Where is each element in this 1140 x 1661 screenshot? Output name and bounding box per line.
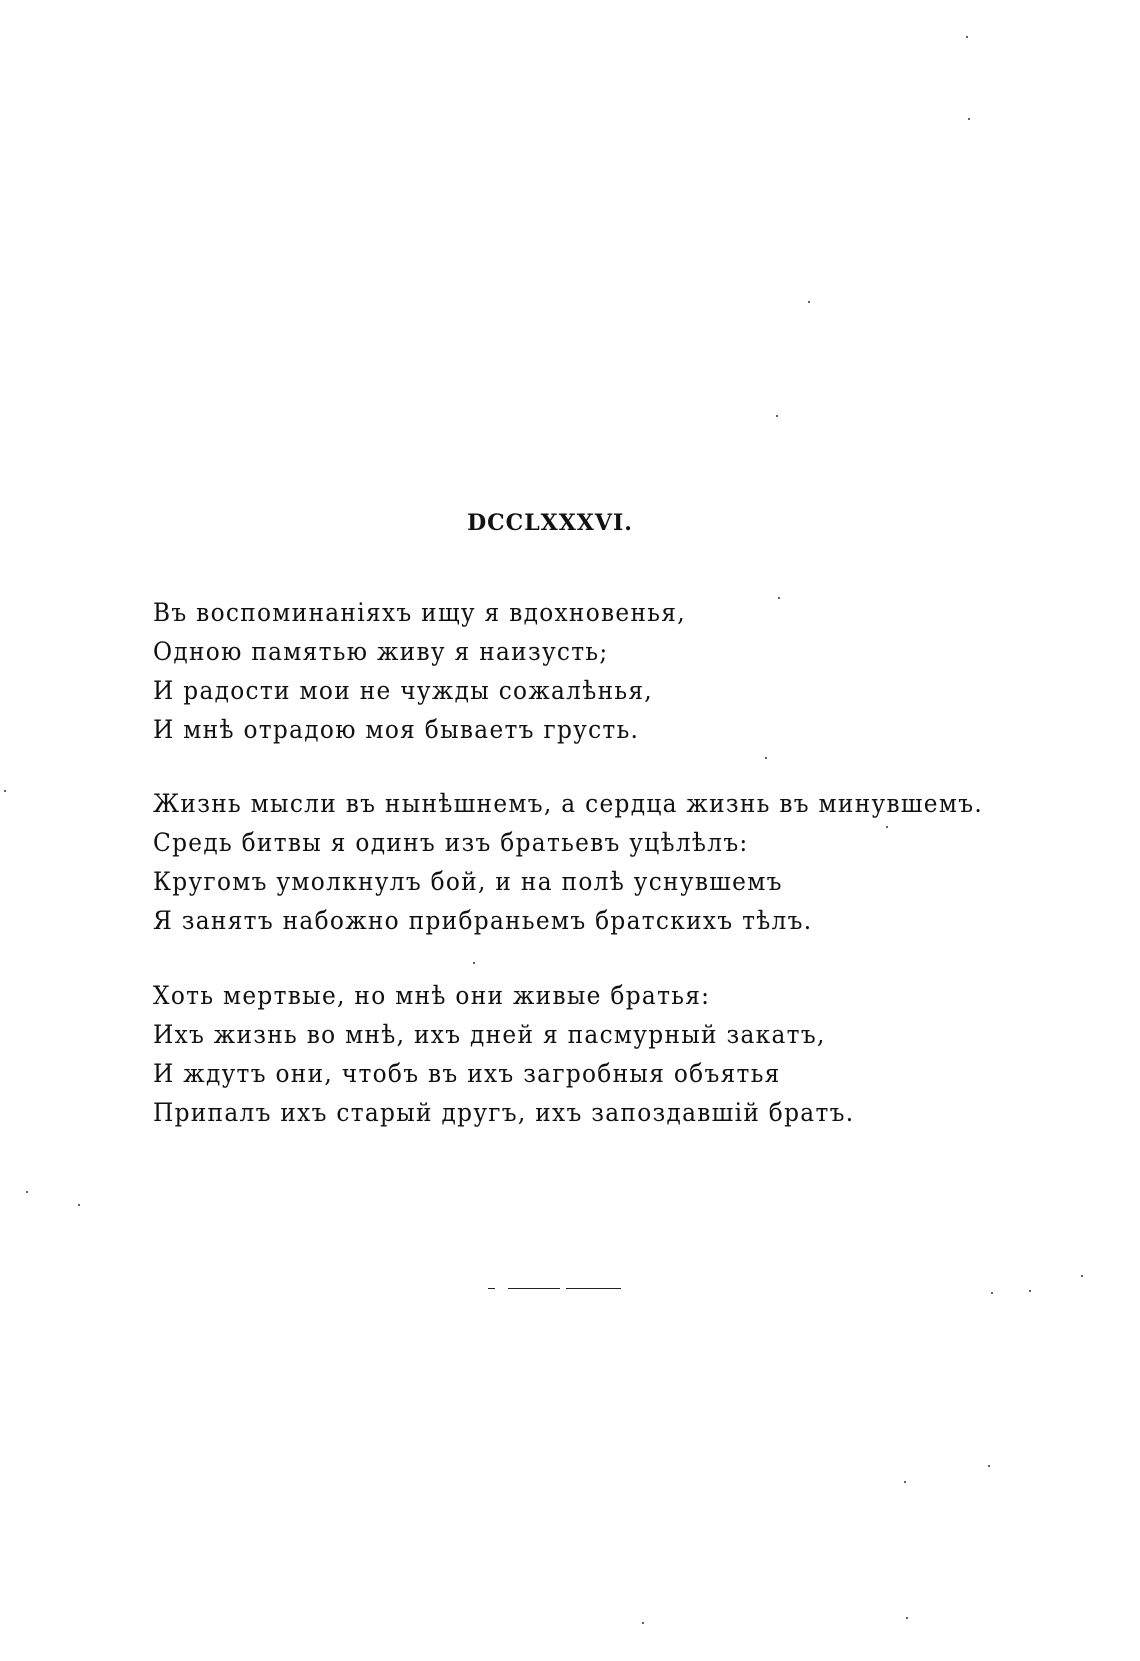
verse-line: Кругомъ умолкнулъ бой, и на полѣ уснувшемъ — [153, 867, 783, 896]
verse-line: И мнѣ отрадою моя бываетъ грусть. — [153, 715, 640, 744]
scan-speck — [808, 301, 810, 303]
stanza-3 — [153, 976, 907, 1132]
verse-line: И радости мои не чужды сожалѣнья, — [153, 676, 654, 705]
scan-speck — [4, 790, 6, 792]
verse-line: Въ воспоминаніяхъ ищу я вдохновенья, — [153, 598, 686, 627]
verse-line: Я занятъ набожно прибраньемъ братскихъ тѣлъ. — [153, 906, 813, 935]
verse-line: Припалъ ихъ старый другъ, ихъ запоздавшій братъ. — [153, 1098, 855, 1127]
scan-speck — [1029, 1290, 1031, 1292]
scan-speck — [966, 36, 968, 38]
scan-speck — [991, 1292, 993, 1294]
end-ornament-rule — [508, 1288, 560, 1289]
verse-line: Жизнь мысли въ нынѣшнемъ, а сердца жизнь въ минувшемъ. — [153, 789, 984, 818]
scan-speck — [776, 415, 778, 417]
end-ornament-rule — [566, 1288, 621, 1289]
poem-number-heading: DCCLXXXVI. — [467, 510, 633, 536]
scan-speck — [642, 1622, 644, 1624]
scan-speck — [988, 1465, 990, 1467]
scan-speck — [1081, 1275, 1083, 1277]
scan-speck — [26, 1191, 28, 1193]
verse-line: И ждутъ они, чтобъ въ ихъ загробныя объятья — [153, 1059, 781, 1088]
stanza-1 — [153, 593, 726, 749]
verse-line: Одною памятью живу я наизусть; — [153, 637, 609, 666]
verse-line: Средь битвы я одинъ изъ братьевъ уцѣлѣлъ: — [153, 828, 749, 857]
scan-speck — [886, 826, 888, 828]
verse-line: Хоть мертвые, но мнѣ они живые братья: — [153, 981, 711, 1010]
scan-speck — [906, 1617, 908, 1619]
end-ornament-rule — [488, 1288, 495, 1289]
scan-speck — [904, 1481, 906, 1483]
verse-line: Ихъ жизнь во мнѣ, ихъ дней я пасмурный закатъ, — [153, 1020, 826, 1049]
scan-speck — [778, 597, 780, 599]
scan-speck — [765, 757, 767, 759]
stanza-2 — [153, 784, 1046, 940]
scan-speck — [968, 118, 970, 120]
scan-speck — [78, 1204, 80, 1206]
scan-speck — [473, 962, 475, 964]
